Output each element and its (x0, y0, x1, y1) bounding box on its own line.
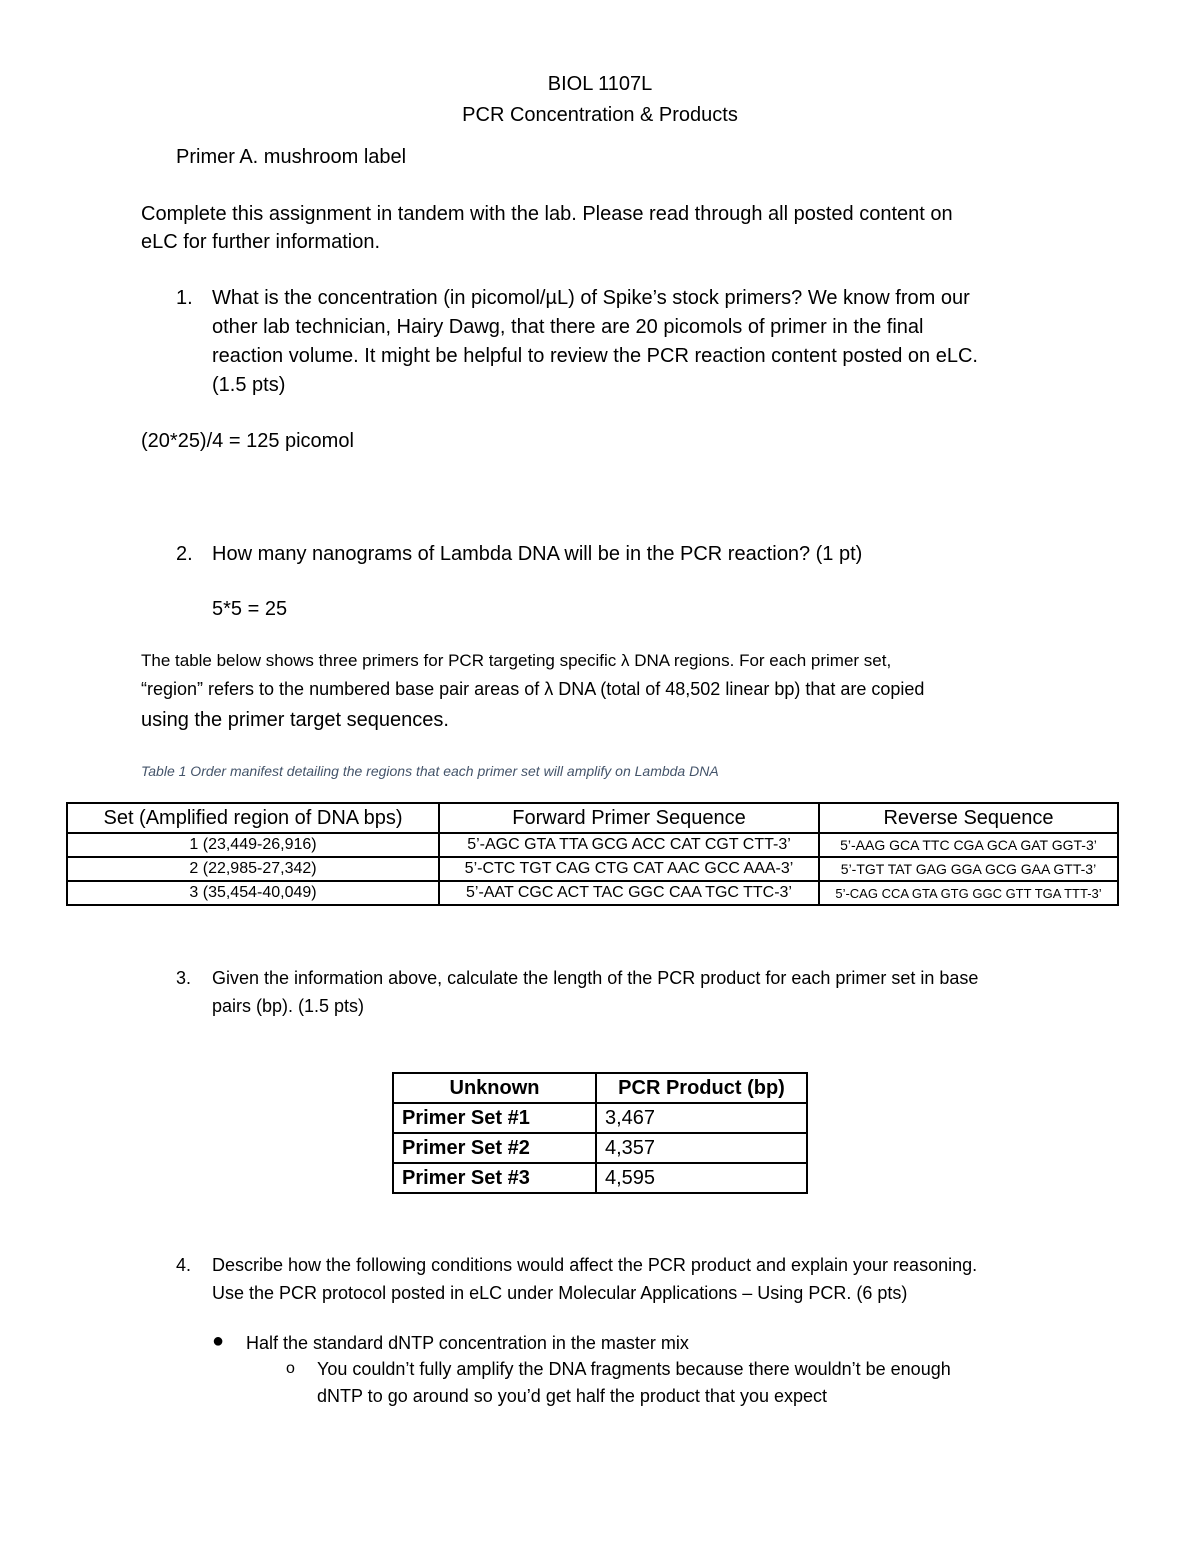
table-row (67, 881, 1118, 905)
course-code: BIOL 1107L (547, 73, 653, 95)
question-3-line: Given the information above, calculate the length of the PCR product for each primer set in base (212, 968, 979, 988)
cell-primer-set: Primer Set #3 (393, 1163, 596, 1193)
table-header-row (393, 1073, 807, 1103)
cell-reverse: 5’-CAG CCA GTA GTG GGC GTT TGA TTT-3’ (819, 881, 1118, 905)
intro-line-1: Complete this assignment in tandem with the lab. Please read through all posted content on (141, 203, 953, 225)
cell-product: 4,357 (596, 1133, 807, 1163)
intro-line-2: eLC for further information. (141, 231, 380, 253)
answer-1: (20*25)/4 = 125 picomol (141, 430, 354, 452)
primer-label: Primer A. mushroom label (176, 146, 407, 168)
question-4-line: Use the PCR protocol posted in eLC under Molecular Applications – Using PCR. (6 pts) (212, 1283, 908, 1303)
cell-set: 2 (22,985-27,342) (67, 857, 439, 881)
table-header-row (67, 803, 1118, 833)
cell-set: 3 (35,454-40,049) (67, 881, 439, 905)
question-4 (176, 1251, 978, 1307)
cell-forward: 5’-AAT CGC ACT TAC GGC CAA TGC TTC-3’ (439, 881, 819, 905)
col-header-forward: Forward Primer Sequence (439, 803, 819, 833)
col-header-set: Set (Amplified region of DNA bps) (67, 803, 439, 833)
primer-table (66, 802, 1119, 906)
question-2-number: 2. (176, 543, 193, 565)
bullet-icon: ● (212, 1330, 225, 1352)
question-1-line: What is the concentration (in picomol/µL) of Spike’s stock primers? We know from our (212, 287, 970, 309)
cell-primer-set: Primer Set #2 (393, 1133, 596, 1163)
page-title: PCR Concentration & Products (462, 104, 738, 126)
table-intro-line-2: “region” refers to the numbered base pair areas of λ DNA (total of 48,502 linear bp) that are copied (141, 679, 925, 699)
sub-bullet-line-2: dNTP to go around so you’d get half the product that you expect (317, 1386, 828, 1406)
question-2 (176, 540, 863, 569)
table-caption: Table 1 Order manifest detailing the regions that each primer set will amplify on Lambda DNA (141, 763, 719, 779)
question-3 (176, 964, 979, 1020)
cell-forward: 5’-CTC TGT CAG CTG CAT AAC GCC AAA-3’ (439, 857, 819, 881)
col-header-reverse: Reverse Sequence (819, 803, 1118, 833)
table-row (393, 1133, 807, 1163)
cell-forward: 5’-AGC GTA TTA GCG ACC CAT CGT CTT-3’ (439, 833, 819, 857)
col-header-product: PCR Product (bp) (596, 1073, 807, 1103)
table-row (67, 833, 1118, 857)
bullet-text: Half the standard dNTP concentration in the master mix (246, 1333, 689, 1353)
question-3-number: 3. (176, 968, 192, 988)
cell-product: 3,467 (596, 1103, 807, 1133)
pcr-product-table (392, 1072, 808, 1194)
col-header-unknown: Unknown (393, 1073, 596, 1103)
answer-2: 5*5 = 25 (212, 598, 288, 620)
question-1-line: reaction volume. It might be helpful to review the PCR reaction content posted on eLC. (212, 345, 978, 367)
question-1-line: (1.5 pts) (212, 374, 286, 396)
table-intro-line-1: The table below shows three primers for PCR targeting specific λ DNA regions. For each primer set, (141, 651, 892, 670)
table-row (393, 1103, 807, 1133)
question-4-number: 4. (176, 1255, 192, 1275)
cell-primer-set: Primer Set #1 (393, 1103, 596, 1133)
cell-set: 1 (23,449-26,916) (67, 833, 439, 857)
question-4-line: Describe how the following conditions would affect the PCR product and explain your reasoning. (212, 1255, 978, 1275)
sub-bullet-line-1: You couldn’t fully amplify the DNA fragments because there wouldn’t be enough (317, 1359, 951, 1379)
question-1-number: 1. (176, 287, 193, 309)
question-1 (176, 284, 978, 400)
question-3-line: pairs (bp). (1.5 pts) (212, 996, 365, 1016)
table-row (393, 1163, 807, 1193)
cell-product: 4,595 (596, 1163, 807, 1193)
cell-reverse: 5’-TGT TAT GAG GGA GCG GAA GTT-3’ (819, 857, 1118, 881)
question-2-text: How many nanograms of Lambda DNA will be in the PCR reaction? (1 pt) (212, 543, 863, 565)
table-intro-line-3: using the primer target sequences. (141, 709, 449, 731)
cell-reverse: 5’-AAG GCA TTC CGA GCA GAT GGT-3’ (819, 833, 1118, 857)
table-row (67, 857, 1118, 881)
sub-bullet-marker: o (286, 1360, 295, 1377)
question-1-line: other lab technician, Hairy Dawg, that there are 20 picomols of primer in the final (212, 316, 924, 338)
